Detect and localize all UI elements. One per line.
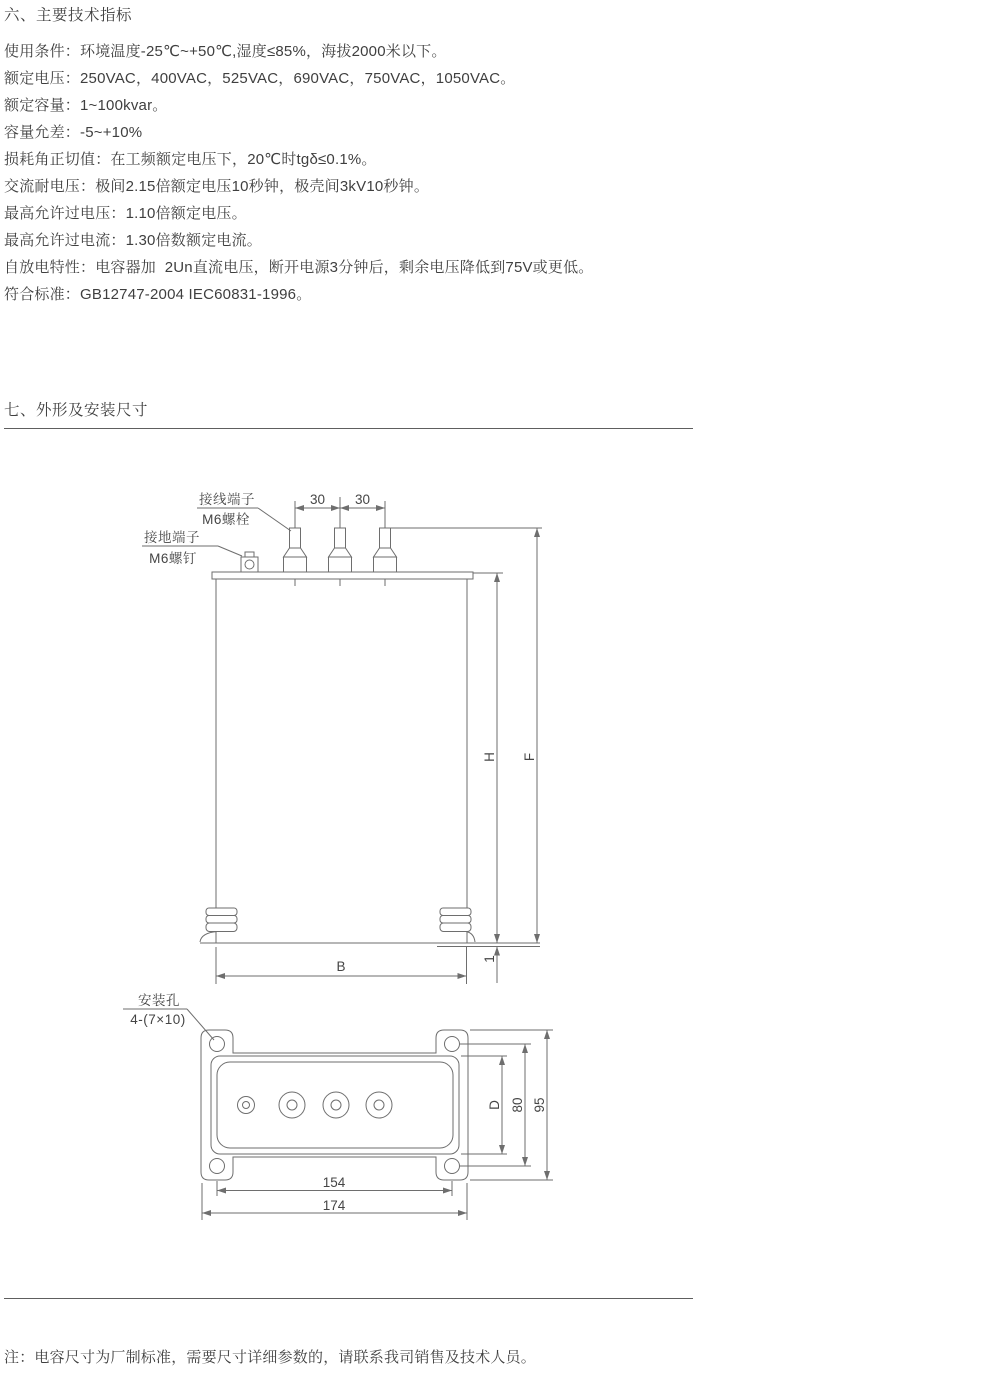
label-terminal-type: 接线端子: [199, 492, 255, 507]
spec-line-discharge: 自放电特性：电容器加 2Un直流电压，断开电源3分钟后，剩余电压降低到75V或更低。: [4, 259, 594, 276]
dim-154-label: 154: [322, 1175, 346, 1190]
spec-line-overvoltage: 最高允许过电压：1.10倍额定电压。: [4, 205, 247, 222]
dim-30-right-label: 30: [354, 492, 371, 507]
spec-line-withstand: 交流耐电压：极间2.15倍额定电压10秒钟，极壳间3kV10秒钟。: [4, 178, 430, 195]
dim-B-label: B: [336, 959, 346, 974]
foot-left: [200, 908, 237, 942]
dim-F-label: F: [522, 752, 537, 762]
section6-title: 六、主要技术指标: [4, 7, 133, 24]
spec-line-rated-voltage: 额定电压：250VAC，400VAC，525VAC，690VAC，750VAC，1050VAC。: [4, 70, 516, 87]
label-ground-spec: M6螺钉: [149, 551, 197, 566]
dim-30-left-label: 30: [309, 492, 326, 507]
dim-174-label: 174: [322, 1198, 346, 1213]
foot-right: [440, 908, 475, 942]
top-view: [123, 992, 553, 1220]
section7-title: 七、外形及安装尺寸: [4, 402, 149, 419]
dim-D-label: D: [487, 1100, 502, 1110]
spec-line-standards: 符合标准：GB12747-2004 IEC60831-1996。: [4, 286, 312, 303]
terminal-1: [284, 528, 307, 572]
label-mounting-hole-spec: 4-(7×10): [130, 1012, 186, 1027]
dimension-drawing: [0, 480, 700, 1240]
spec-line-conditions: 使用条件：环境温度-25℃~+50℃,湿度≤85%，海拔2000米以下。: [4, 43, 447, 60]
capacitor-body: [216, 579, 467, 943]
dim-1-label: 1: [482, 955, 497, 963]
dim-95-label: 95: [532, 1097, 547, 1113]
capacitor-top-flange: [212, 572, 473, 579]
front-view: [142, 491, 542, 984]
terminal-2: [329, 528, 352, 572]
footer-divider: [4, 1298, 693, 1299]
label-ground-type: 接地端子: [144, 530, 200, 545]
label-mounting-hole: 安装孔: [138, 993, 180, 1008]
spec-line-tangent: 损耗角正切值：在工频额定电压下，20℃时tgδ≤0.1%。: [4, 151, 377, 168]
dim-H-label: H: [482, 752, 497, 762]
label-terminal-spec: M6螺栓: [202, 512, 250, 527]
terminal-3: [374, 528, 397, 572]
ground-terminal: [241, 552, 258, 572]
spec-line-rated-capacity: 额定容量：1~100kvar。: [4, 97, 168, 114]
spec-list: [4, 38, 594, 308]
section7-divider: [4, 428, 693, 429]
spec-line-overcurrent: 最高允许过电流：1.30倍数额定电流。: [4, 232, 262, 249]
footer-note: 注：电容尺寸为厂制标准，需要尺寸详细参数的，请联系我司销售及技术人员。: [4, 1349, 537, 1366]
dim-80-label: 80: [510, 1097, 525, 1113]
spec-line-tolerance: 容量允差：-5~+10%: [4, 124, 143, 141]
